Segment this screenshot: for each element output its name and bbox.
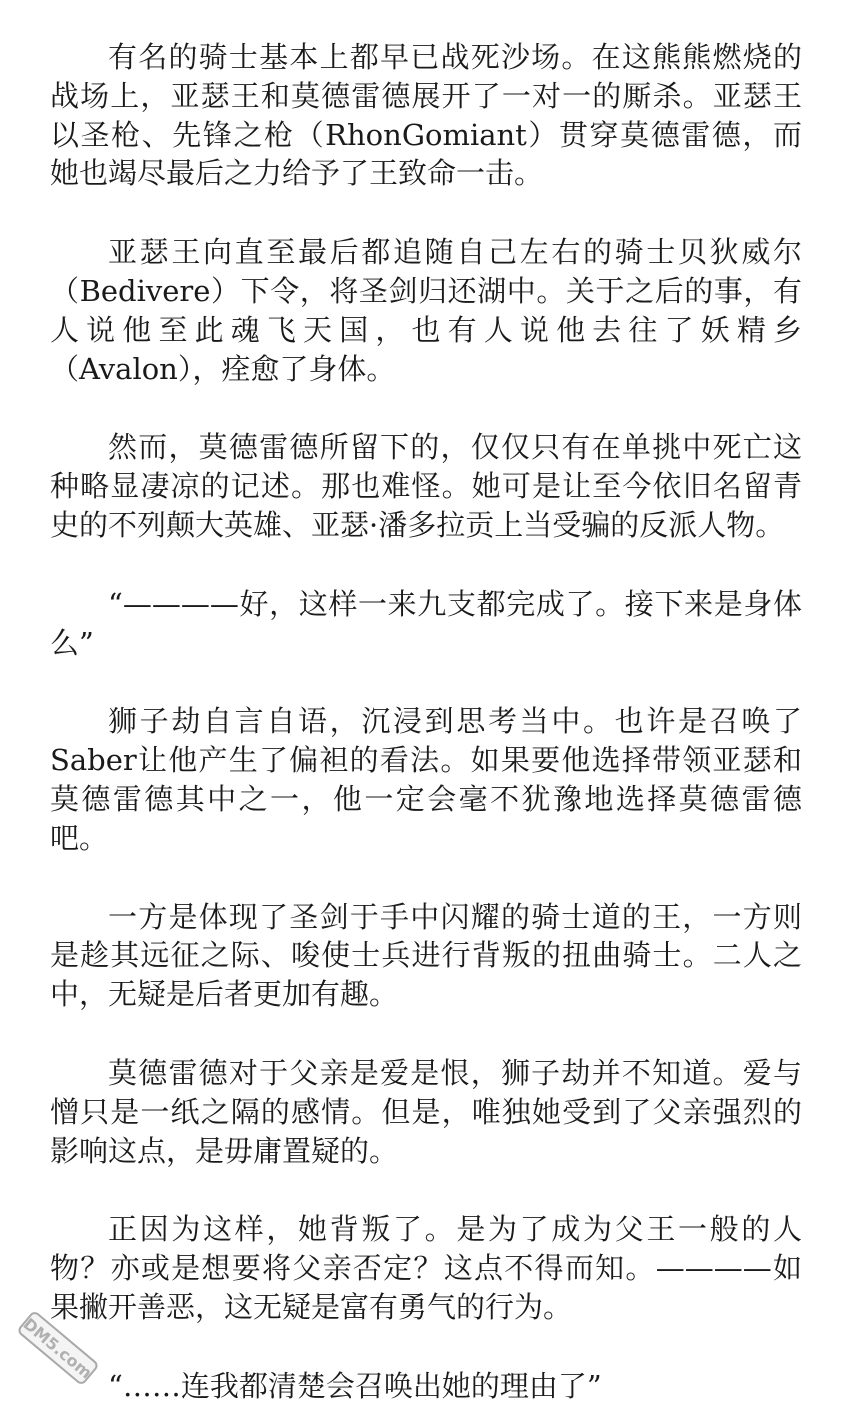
paragraph-8: 正因为这样，她背叛了。是为了成为父王一般的人物？亦或是想要将父亲否定？这点不得而知。————如果撇开善恶，这无疑是富有勇气的行为。 (50, 1212, 802, 1324)
paragraph-3: 然而，莫德雷德所留下的，仅仅只有在单挑中死亡这种略显凄凉的记述。那也难怪。她可是让至今依旧名留青史的不列颠大英雄、亚瑟·潘多拉贡上当受骗的反派人物。 (50, 430, 802, 542)
paragraph-9-dialogue: “……连我都清楚会召唤出她的理由了” (108, 1368, 602, 1403)
dm5-logo-watermark-icon (10, 1305, 106, 1391)
paragraph-7: 莫德雷德对于父亲是爱是恨，狮子劫并不知道。爱与憎只是一纸之隔的感情。但是，唯独她受到了父亲强烈的影响这点，是毋庸置疑的。 (50, 1055, 802, 1168)
paragraph-1: 有名的骑士基本上都早已战死沙场。在这熊熊燃烧的战场上，亚瑟王和莫德雷德展开了一对一的厮杀。亚瑟王以圣枪、先锋之枪（RhonGomiant）贯穿莫德雷德，而她也竭尽最后之力给予了王致命一击。 (50, 40, 802, 191)
watermark-label: DM5.com (19, 1314, 96, 1383)
paragraph-4-dialogue: “————好，这样一来九支都完成了。接下来是身体么” (50, 586, 802, 660)
paragraph-5: 狮子劫自言自语，沉浸到思考当中。也许是召唤了Saber让他产生了偏袒的看法。如果要他选择带领亚瑟和莫德雷德其中之一，他一定会毫不犹豫地选择莫德雷德吧。 (50, 704, 802, 855)
paragraph-6: 一方是体现了圣剑于手中闪耀的骑士道的王，一方则是趁其远征之际、唆使士兵进行背叛的扭曲骑士。二人之中，无疑是后者更加有趣。 (50, 899, 802, 1012)
paragraph-2: 亚瑟王向直至最后都追随自己左右的骑士贝狄威尔（Bedivere）下令，将圣剑归还湖中。关于之后的事，有人说他至此魂飞天国，也有人说他去往了妖精乡（Avalon），痊愈了身体。 (50, 235, 802, 386)
novel-text-body (50, 38, 802, 1406)
